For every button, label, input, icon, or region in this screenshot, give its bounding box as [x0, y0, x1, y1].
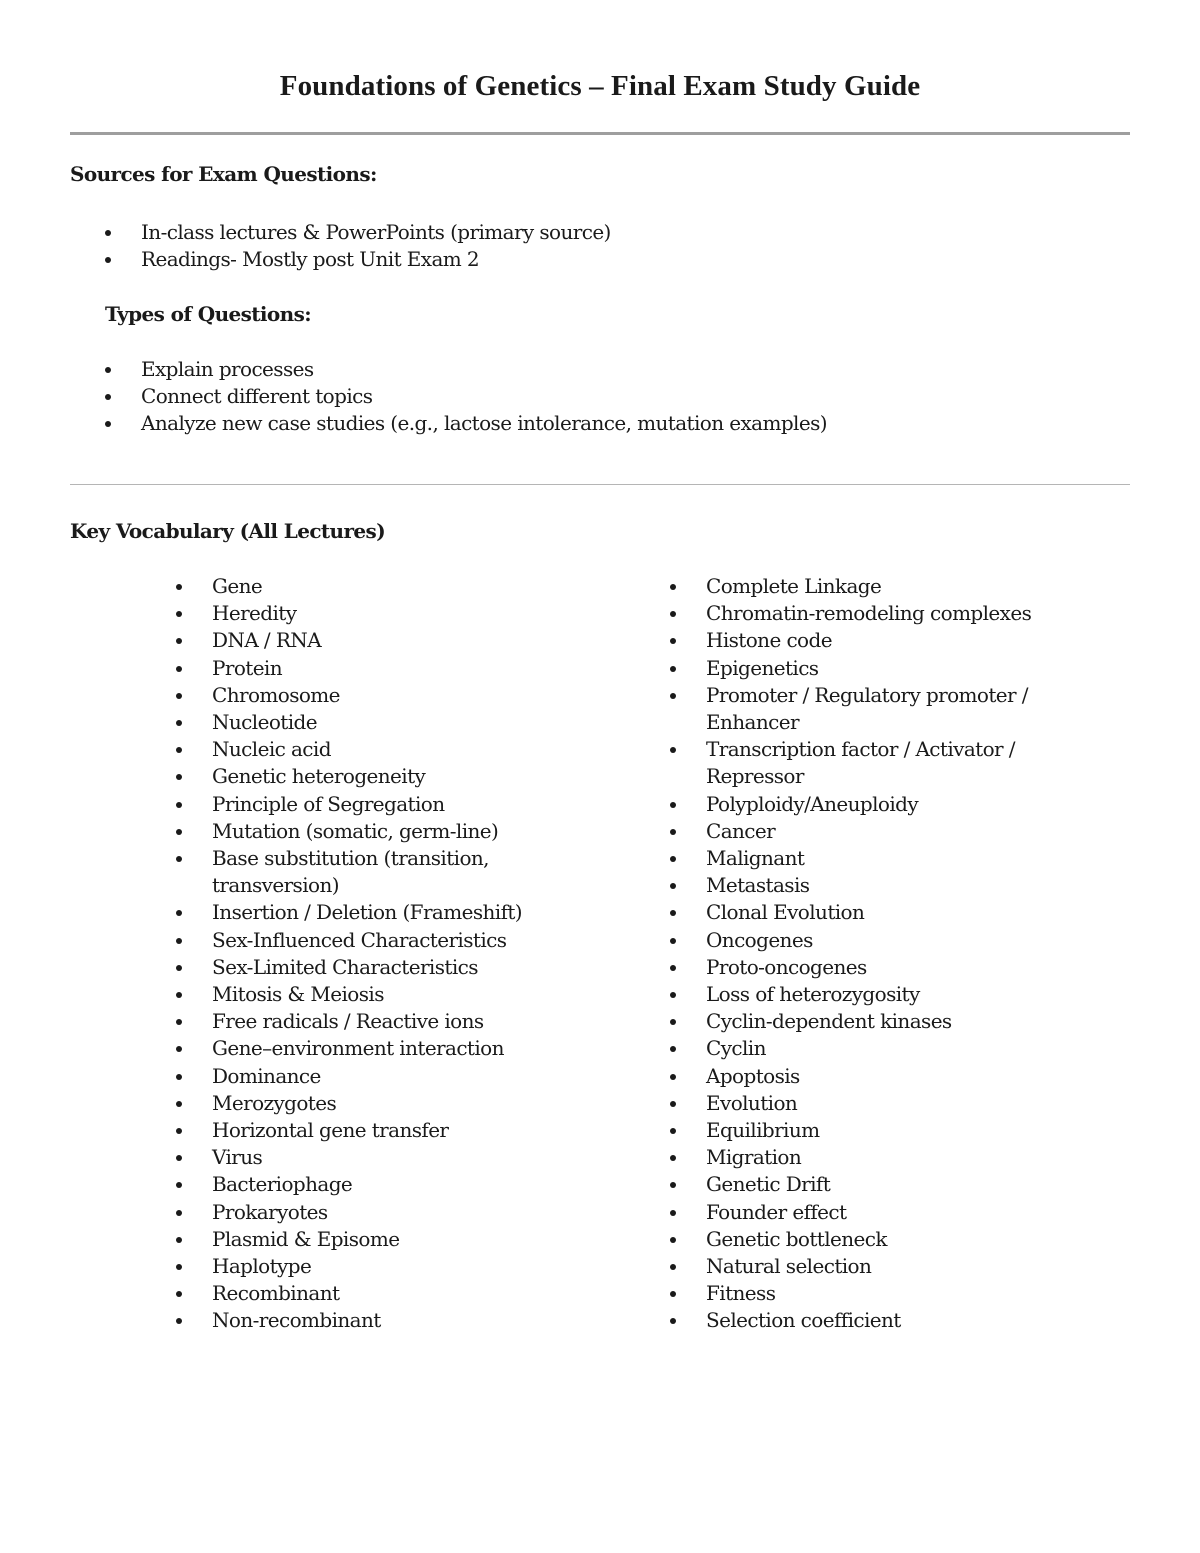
list-item: Malignant [670, 845, 1040, 872]
list-item: Fitness [670, 1280, 1040, 1307]
list-item: Principle of Segregation [176, 791, 536, 818]
list-item: Prokaryotes [176, 1199, 536, 1226]
list-item: Mitosis & Meiosis [176, 981, 536, 1008]
list-item: Cyclin-dependent kinases [670, 1008, 1040, 1035]
vocabulary-list-right [670, 573, 1040, 1335]
list-item: Nucleic acid [176, 736, 536, 763]
list-item: Analyze new case studies (e.g., lactose intolerance, mutation examples) [105, 410, 1005, 437]
list-item: Insertion / Deletion (Frameshift) [176, 899, 536, 926]
list-item: Apoptosis [670, 1063, 1040, 1090]
title-divider [70, 132, 1130, 135]
list-item: Sex-Influenced Characteristics [176, 927, 536, 954]
list-item: Heredity [176, 600, 536, 627]
list-item: Loss of heterozygosity [670, 981, 1040, 1008]
list-item: Histone code [670, 627, 1040, 654]
list-item: Equilibrium [670, 1117, 1040, 1144]
list-item: Recombinant [176, 1280, 536, 1307]
list-item: Clonal Evolution [670, 899, 1040, 926]
list-item: Readings- Mostly post Unit Exam 2 [105, 246, 1005, 273]
section-divider [70, 484, 1130, 485]
list-item: Selection coefficient [670, 1307, 1040, 1334]
list-item: Proto-oncogenes [670, 954, 1040, 981]
list-item: Evolution [670, 1090, 1040, 1117]
sources-heading: Sources for Exam Questions: [70, 162, 377, 186]
types-list [105, 356, 1005, 438]
list-item: Protein [176, 655, 536, 682]
list-item: Connect different topics [105, 383, 1005, 410]
list-item: Cancer [670, 818, 1040, 845]
list-item: Epigenetics [670, 655, 1040, 682]
list-item: Virus [176, 1144, 536, 1171]
list-item: Base substitution (transition, transversion) [176, 845, 536, 899]
list-item: Free radicals / Reactive ions [176, 1008, 536, 1035]
list-item: Mutation (somatic, germ-line) [176, 818, 536, 845]
list-item: Explain processes [105, 356, 1005, 383]
list-item: Plasmid & Episome [176, 1226, 536, 1253]
sources-list [105, 219, 1005, 273]
list-item: Dominance [176, 1063, 536, 1090]
list-item: Genetic bottleneck [670, 1226, 1040, 1253]
list-item: In-class lectures & PowerPoints (primary source) [105, 219, 1005, 246]
list-item: Founder effect [670, 1199, 1040, 1226]
list-item: Horizontal gene transfer [176, 1117, 536, 1144]
list-item: Polyploidy/Aneuploidy [670, 791, 1040, 818]
page-title: Foundations of Genetics – Final Exam Study Guide [279, 70, 921, 102]
list-item: Sex-Limited Characteristics [176, 954, 536, 981]
list-item: Chromatin-remodeling complexes [670, 600, 1040, 627]
list-item: Metastasis [670, 872, 1040, 899]
list-item: Merozygotes [176, 1090, 536, 1117]
list-item: Chromosome [176, 682, 536, 709]
list-item: Gene–environment interaction [176, 1035, 536, 1062]
vocabulary-heading: Key Vocabulary (All Lectures) [70, 519, 386, 543]
list-item: Bacteriophage [176, 1171, 536, 1198]
vocabulary-list-left [176, 573, 536, 1335]
types-heading: Types of Questions: [105, 302, 312, 326]
list-item: Nucleotide [176, 709, 536, 736]
list-item: Transcription factor / Activator / Repressor [670, 736, 1040, 790]
list-item: Genetic Drift [670, 1171, 1040, 1198]
list-item: Haplotype [176, 1253, 536, 1280]
list-item: Genetic heterogeneity [176, 763, 536, 790]
list-item: Complete Linkage [670, 573, 1040, 600]
list-item: Migration [670, 1144, 1040, 1171]
list-item: Promoter / Regulatory promoter / Enhancer [670, 682, 1040, 736]
list-item: Oncogenes [670, 927, 1040, 954]
list-item: DNA / RNA [176, 627, 536, 654]
list-item: Gene [176, 573, 536, 600]
list-item: Natural selection [670, 1253, 1040, 1280]
list-item: Cyclin [670, 1035, 1040, 1062]
list-item: Non-recombinant [176, 1307, 536, 1334]
